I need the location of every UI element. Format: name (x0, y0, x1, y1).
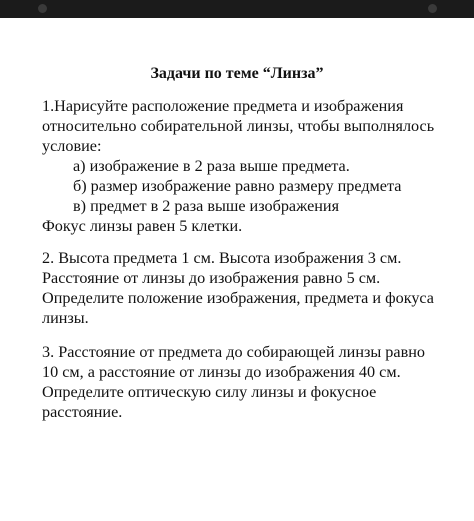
task1-line: условие: (42, 137, 102, 155)
task2-line: Расстояние от линзы до изображения равно 5 см. (42, 269, 381, 287)
task1-line: относительно собирательной линзы, чтобы выполнялось (42, 117, 435, 135)
task2-line: 2. Высота предмета 1 см. Высота изображения 3 см. (42, 249, 402, 267)
task3-line: 3. Расстояние от предмета до собирающей линзы равно (42, 343, 425, 361)
task2-line: Определите положение изображения, предмета и фокуса (42, 289, 434, 307)
task1-line: 1.Нарисуйте расположение предмета и изображения (42, 97, 404, 115)
top-status-bar (0, 0, 474, 18)
status-icon (38, 4, 47, 13)
document-title: Задачи по теме “Линза” (150, 65, 324, 82)
task3-line: 10 см, а расстояние от линзы до изображения 40 см. (42, 363, 401, 381)
task2-line: линзы. (42, 309, 89, 327)
task3-line: расстояние. (42, 403, 123, 421)
status-icon (428, 4, 437, 13)
task1-option-c: в) предмет в 2 раза выше изображения (73, 197, 340, 215)
task1-option-a: а) изображение в 2 раза выше предмета. (73, 157, 350, 175)
task1-focus-line: Фокус линзы равен 5 клетки. (42, 217, 243, 235)
document-page (0, 18, 474, 521)
task3-line: Определите оптическую силу линзы и фокусное (42, 383, 377, 401)
task1-option-b: б) размер изображение равно размеру предмета (73, 177, 402, 195)
